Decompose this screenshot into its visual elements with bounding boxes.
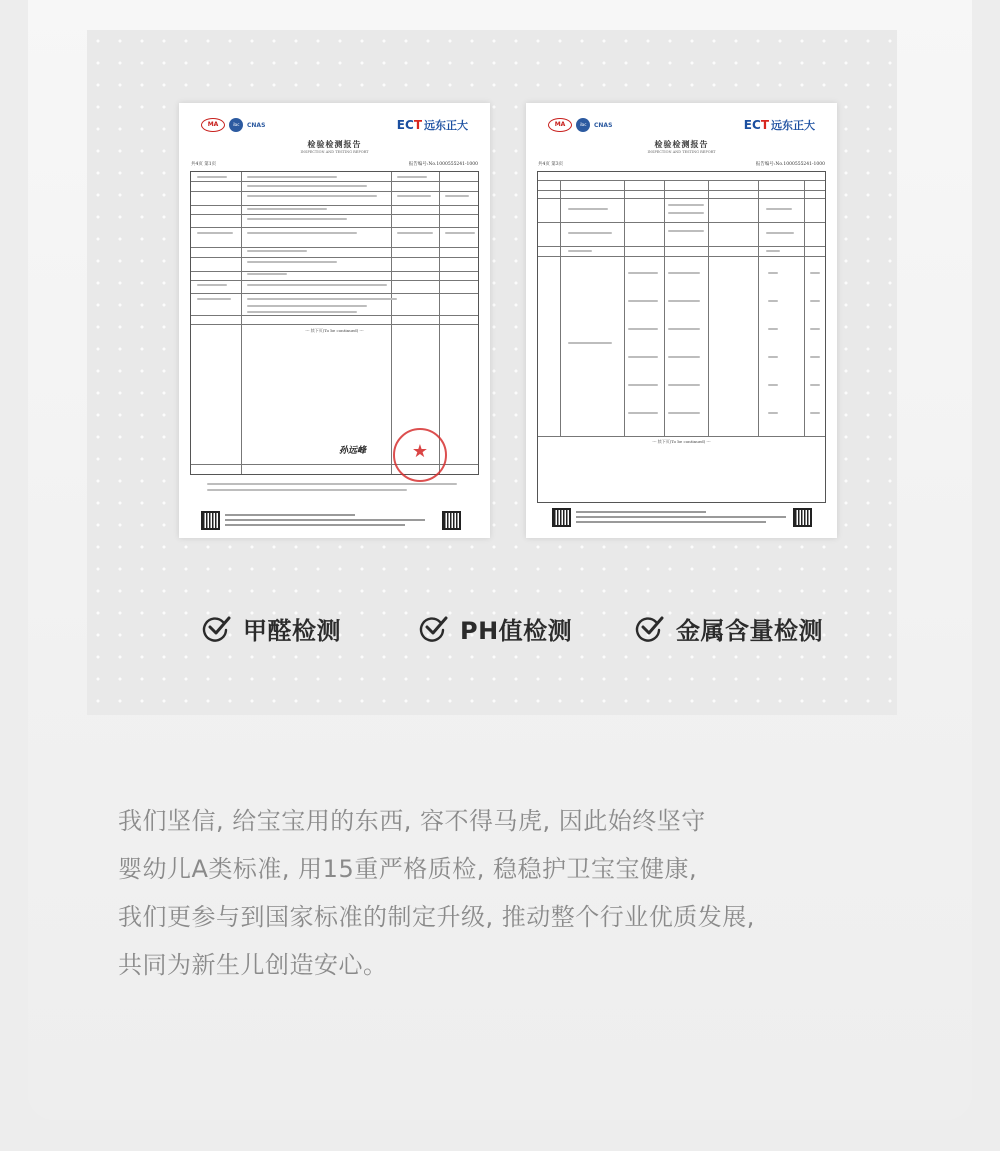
test-report-page-3 [526,103,837,538]
feature-formaldehyde [201,610,341,646]
statement-line: 我们更参与到国家标准的制定升级, 推动整个行业优质发展, [118,903,755,931]
continued-note: --- 续下页(To be continued) --- [305,328,364,333]
check-icon [418,613,448,643]
page-number: 共4页 第3页 [538,162,564,167]
qr-code-icon [793,508,812,527]
ect-brand-logo: ECT 远东正大 [396,118,468,132]
ilac-seal-icon: ilac [576,118,590,132]
results-table [537,171,826,503]
qr-code-icon [442,511,461,530]
brand-statement [118,797,878,989]
official-stamp-icon: ★ [393,428,447,482]
page-number: 共4页 第1页 [191,162,217,167]
ma-logo: MA [201,118,225,132]
ilac-seal-icon: ilac [229,118,243,132]
statement-line: 婴幼儿A类标准, 用15重严格质检, 稳稳护卫宝宝健康, [118,855,698,883]
feature-label: 甲醛检测 [243,616,341,645]
ect-brand-logo: ECT 远东正大 [743,118,815,132]
feature-label: PH值检测 [460,616,573,645]
report-number: 报告编号:No.1000555241-1000 [755,162,825,167]
report-title: 检验检测报告 [654,140,709,149]
accreditation-logos [201,117,265,133]
check-icon [201,613,231,643]
cnas-logo: CNAS [247,121,266,129]
feature-metal [634,610,823,646]
check-icon [634,613,664,643]
report-number: 报告编号:No.1000555241-1000 [408,162,478,167]
statement-line: 我们坚信, 给宝宝用的东西, 容不得马虎, 因此始终坚守 [118,807,706,835]
feature-label: 金属含量检测 [676,616,823,645]
qr-code-icon [552,508,571,527]
report-table [190,171,479,475]
report-subtitle: INSPECTION AND TESTING REPORT [647,150,716,154]
cnas-logo: CNAS [594,121,613,129]
signature: 孙远峰 [339,446,367,456]
qr-code-icon [201,511,220,530]
feature-ph [418,610,572,646]
accreditation-logos [548,117,612,133]
report-title: 检验检测报告 [307,140,362,149]
continued-note: --- 续下页(To be continued) --- [652,439,711,444]
test-report-page-1 [179,103,490,538]
report-subtitle: INSPECTION AND TESTING REPORT [300,150,369,154]
ma-logo: MA [548,118,572,132]
statement-line: 共同为新生儿创造安心。 [118,951,388,979]
feature-list [115,610,895,650]
